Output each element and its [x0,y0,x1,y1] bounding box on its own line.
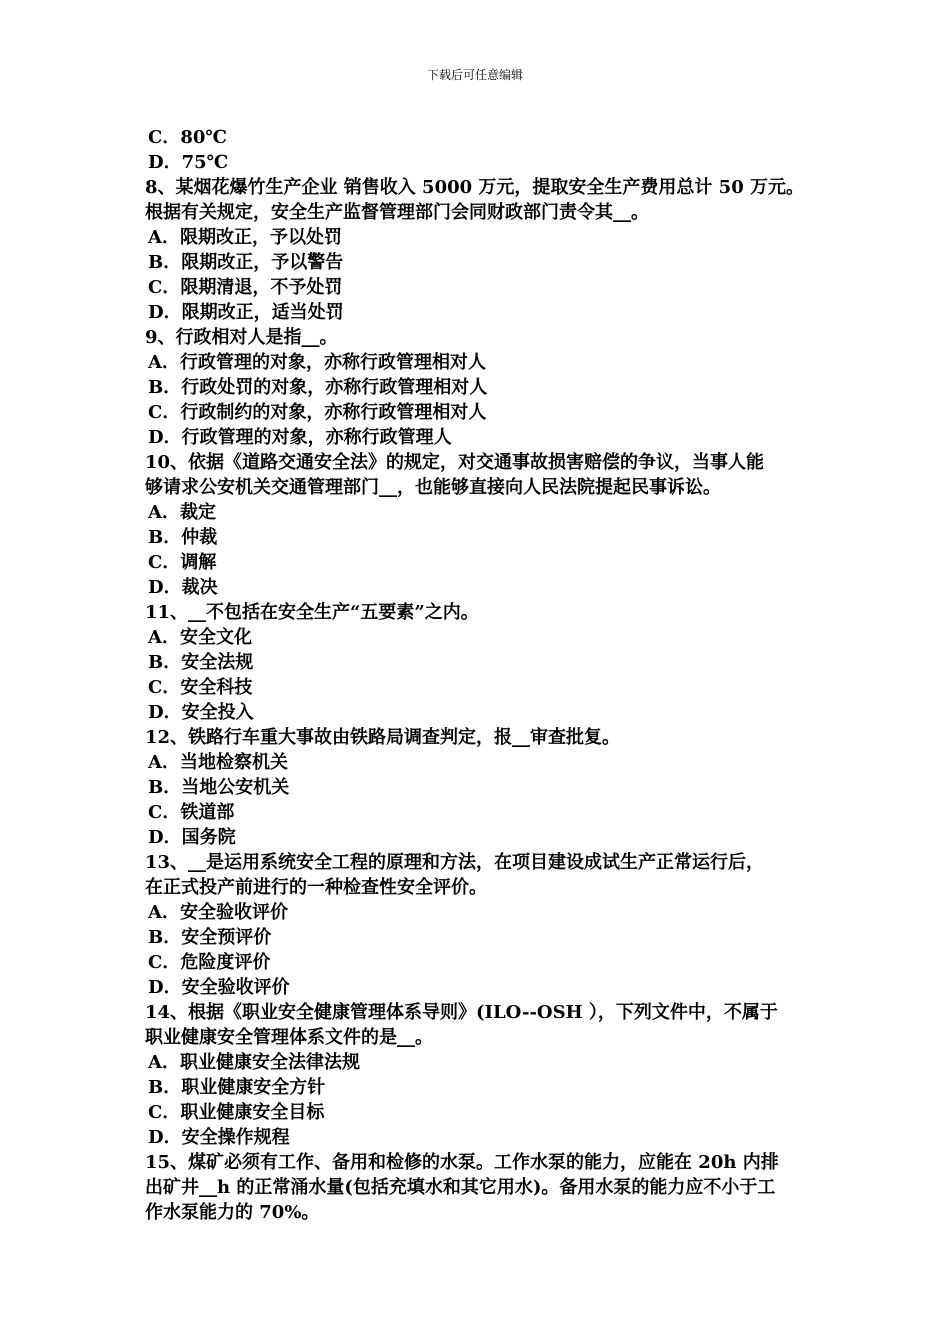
answer-option: B．安全预评价 [148,927,272,948]
question-text: 根据有关规定，安全生产监督管理部门会同财政部门责令其__。 [145,202,649,223]
page-header: 下载后可任意编辑 [426,68,523,82]
question-text: 作水泵能力的 70%。 [145,1202,320,1223]
answer-option: B．职业健康安全方针 [148,1077,326,1098]
answer-option: A．安全文化 [148,627,252,648]
answer-option: C．铁道部 [148,802,235,823]
answer-option: A．当地检察机关 [148,752,288,773]
question-text: 够请求公安机关交通管理部门__，也能够直接向人民法院提起民事诉讼。 [145,477,721,498]
answer-option: D．裁决 [148,577,218,598]
question-text: 12、铁路行车重大事故由铁路局调查判定，报__审查批复。 [145,727,621,748]
answer-option: D．安全验收评价 [148,977,290,998]
answer-option: C．行政制约的对象，亦称行政管理相对人 [148,402,487,423]
answer-option: B．行政处罚的对象，亦称行政管理相对人 [148,377,488,398]
question-text: 8、某烟花爆竹生产企业 销售收入 5000 万元，提取安全生产费用总计 50 万元。 [145,177,805,198]
answer-option: D．安全投入 [148,702,254,723]
answer-option: A．裁定 [148,502,216,523]
answer-option: D．安全操作规程 [148,1127,290,1148]
answer-option: C．80℃ [148,127,227,148]
answer-option: C．职业健康安全目标 [148,1102,325,1123]
question-text: 出矿井__h 的正常涌水量(包括充填水和其它用水)。备用水泵的能力应不小于工 [145,1177,776,1198]
question-text: 在正式投产前进行的一种检查性安全评价。 [145,877,487,898]
question-text: 14、根据《职业安全健康管理体系导则》(ILO--OSH ），下列文件中，不属于 [145,1002,778,1023]
question-text: 9、行政相对人是指__。 [145,327,338,348]
answer-option: A．行政管理的对象，亦称行政管理相对人 [148,352,486,373]
answer-option: B．当地公安机关 [148,777,290,798]
answer-option: D．国务院 [148,827,236,848]
question-text: 职业健康安全管理体系文件的是__。 [145,1027,433,1048]
answer-option: A．安全验收评价 [148,902,288,923]
answer-option: B．限期改正，予以警告 [148,252,344,273]
answer-option: D．75℃ [148,152,229,173]
answer-option: B．仲裁 [148,527,218,548]
answer-option: C．调解 [148,552,217,573]
question-text: 15、煤矿必须有工作、备用和检修的水泵。工作水泵的能力，应能在 20h 内排 [145,1152,779,1173]
answer-option: A．职业健康安全法律法规 [148,1052,360,1073]
answer-option: A．限期改正，予以处罚 [148,227,342,248]
answer-option: C．限期清退，不予处罚 [148,277,343,298]
answer-option: C．危险度评价 [148,952,271,973]
question-text: 13、__是运用系统安全工程的原理和方法，在项目建设成试生产正常运行后， [145,852,765,873]
answer-option: D．限期改正，适当处罚 [148,302,344,323]
question-text: 10、依据《道路交通安全法》的规定，对交通事故损害赔偿的争议，当事人能 [145,452,765,473]
answer-option: C．安全科技 [148,677,253,698]
document-body [145,125,825,1225]
question-text: 11、__不包括在安全生产“五要素”之内。 [145,602,479,623]
answer-option: D．行政管理的对象，亦称行政管理人 [148,427,452,448]
answer-option: B．安全法规 [148,652,254,673]
